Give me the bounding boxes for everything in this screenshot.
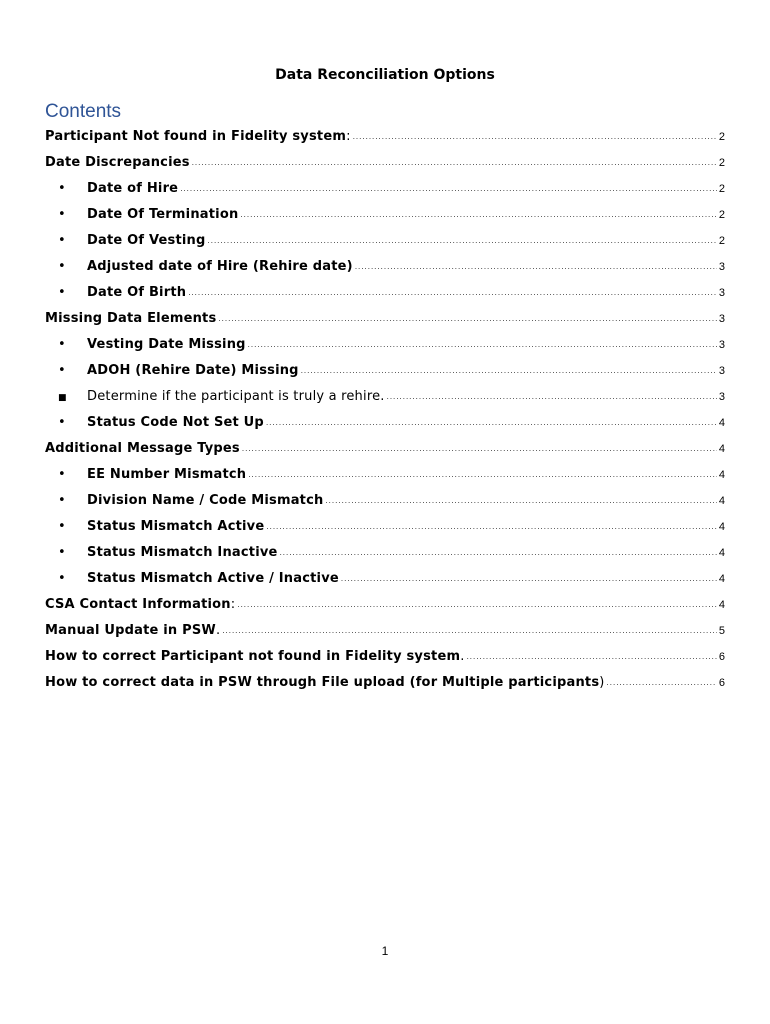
toc-entry-suffix: .	[215, 623, 221, 638]
toc-page-number: 4	[718, 547, 725, 559]
dot-leader	[266, 410, 717, 436]
toc-entry-suffix: :	[346, 129, 351, 144]
toc-entry-label: Status Mismatch Active / Inactive	[87, 571, 339, 586]
toc-entry-label: Division Name / Code Mismatch	[87, 493, 324, 508]
toc-entry-csa-contact-information[interactable]	[45, 592, 725, 618]
toc-page-number: 2	[718, 235, 725, 247]
toc-page-number: 3	[718, 313, 725, 325]
document-title: Data Reconciliation Options	[275, 67, 495, 83]
dot-leader	[248, 332, 717, 358]
toc-page-number: 3	[718, 365, 725, 377]
dot-leader	[237, 592, 717, 618]
contents-heading: Contents	[45, 101, 122, 122]
toc-page-number: 3	[718, 339, 725, 351]
dot-leader	[607, 670, 717, 696]
toc-entry-adjusted-date-of-hire[interactable]	[45, 254, 725, 280]
toc-entry-suffix: .	[460, 649, 465, 664]
toc-entry-label: Manual Update in PSW	[45, 623, 216, 638]
toc-entry-status-mismatch-inactive[interactable]	[45, 540, 725, 566]
page-number: 1	[381, 944, 389, 958]
bullet-icon: •	[58, 415, 66, 430]
toc-entry-label: Status Mismatch Active	[87, 519, 265, 534]
square-bullet-icon: ■	[58, 393, 67, 403]
toc-page-number: 4	[718, 521, 725, 533]
toc-page-number: 4	[718, 443, 725, 455]
dot-leader	[188, 280, 717, 306]
toc-entry-manual-update-psw[interactable]	[45, 618, 725, 644]
toc-entry-label: Date Of Vesting	[87, 233, 206, 248]
toc-entry-ee-number-mismatch[interactable]	[45, 462, 725, 488]
dot-leader	[467, 644, 717, 670]
dot-leader	[325, 488, 716, 514]
toc-entry-date-of-hire[interactable]	[45, 176, 725, 202]
toc-page-number: 4	[718, 599, 725, 611]
toc-page-number: 3	[718, 287, 725, 299]
bullet-icon: •	[58, 493, 66, 508]
toc-page-number: 3	[718, 261, 725, 273]
toc-entry-label: Vesting Date Missing	[87, 337, 246, 352]
bullet-icon: •	[58, 545, 66, 560]
toc-entry-suffix: )	[599, 675, 605, 690]
toc-entry-label: How to correct data in PSW through File upload (for Multiple participants	[45, 675, 600, 690]
toc-entry-additional-message-types[interactable]	[45, 436, 725, 462]
toc-entry-date-of-termination[interactable]	[45, 202, 725, 228]
toc-entry-correct-data-file-upload[interactable]	[45, 670, 725, 696]
toc-entry-status-mismatch-active[interactable]	[45, 514, 725, 540]
dot-leader	[248, 462, 717, 488]
toc-entry-adoh-missing[interactable]	[45, 358, 725, 384]
toc-page-number: 6	[718, 651, 725, 663]
bullet-icon: •	[58, 337, 66, 352]
toc-entry-suffix: :	[230, 597, 236, 612]
toc-entry-vesting-date-missing[interactable]	[45, 332, 725, 358]
dot-leader	[341, 566, 717, 592]
toc-page-number: 4	[718, 469, 725, 481]
dot-leader	[280, 540, 717, 566]
toc-page-number: 4	[718, 495, 725, 507]
bullet-icon: •	[58, 285, 66, 300]
bullet-icon: •	[58, 571, 66, 586]
toc-entry-division-name-code-mismatch[interactable]	[45, 488, 725, 514]
toc-entry-participant-not-found[interactable]	[45, 124, 725, 150]
toc-entry-label: Status Mismatch Inactive	[87, 545, 278, 560]
toc-entry-status-mismatch-active-inactive[interactable]	[45, 566, 725, 592]
dot-leader	[192, 150, 717, 176]
toc-entry-determine-rehire[interactable]	[45, 384, 725, 410]
toc-entry-label: Participant Not found in Fidelity system	[45, 129, 347, 144]
dot-leader	[353, 124, 717, 150]
toc-entry-label: Date of Hire	[87, 181, 179, 196]
toc-entry-correct-participant-not-found[interactable]	[45, 644, 725, 670]
dot-leader	[355, 254, 717, 280]
table-of-contents	[45, 124, 725, 696]
toc-page-number: 2	[718, 209, 725, 221]
toc-entry-label: Determine if the participant is truly a rehire.	[87, 389, 385, 404]
toc-entry-label: How to correct Participant not found in Fidelity system	[45, 649, 461, 664]
toc-entry-date-of-birth[interactable]	[45, 280, 725, 306]
dot-leader	[208, 228, 717, 254]
dot-leader	[180, 176, 717, 202]
dot-leader	[242, 436, 717, 462]
bullet-icon: •	[58, 207, 66, 222]
toc-entry-label: ADOH (Rehire Date) Missing	[87, 363, 299, 378]
toc-entry-label: CSA Contact Information	[45, 597, 231, 612]
toc-page-number: 4	[718, 573, 725, 585]
dot-leader	[387, 384, 717, 410]
bullet-icon: •	[58, 233, 66, 248]
toc-page-number: 6	[718, 677, 725, 689]
toc-page-number: 2	[718, 157, 725, 169]
toc-entry-label: Date Of Termination	[87, 207, 239, 222]
toc-entry-date-of-vesting[interactable]	[45, 228, 725, 254]
toc-entry-label: Status Code Not Set Up	[87, 415, 264, 430]
toc-entry-label: EE Number Mismatch	[87, 467, 247, 482]
toc-entry-label: Additional Message Types	[45, 441, 240, 456]
toc-entry-date-discrepancies[interactable]	[45, 150, 725, 176]
bullet-icon: •	[58, 363, 66, 378]
toc-entry-label: Date Of Birth	[87, 285, 187, 300]
dot-leader	[218, 306, 716, 332]
dot-leader	[222, 618, 717, 644]
dot-leader	[301, 358, 717, 384]
dot-leader	[240, 202, 716, 228]
dot-leader	[266, 514, 717, 540]
toc-page-number: 4	[718, 417, 725, 429]
bullet-icon: •	[58, 467, 66, 482]
toc-entry-label: Adjusted date of Hire (Rehire date)	[87, 259, 353, 274]
toc-entry-label: Missing Data Elements	[45, 311, 217, 326]
bullet-icon: •	[58, 259, 66, 274]
toc-page-number: 2	[718, 131, 725, 143]
toc-page-number: 5	[718, 625, 725, 637]
toc-entry-status-code-not-set-up[interactable]	[45, 410, 725, 436]
bullet-icon: •	[58, 181, 66, 196]
toc-entry-label: Date Discrepancies	[45, 155, 190, 170]
toc-page-number: 3	[718, 391, 725, 403]
toc-page-number: 2	[718, 183, 725, 195]
bullet-icon: •	[58, 519, 66, 534]
toc-entry-missing-data-elements[interactable]	[45, 306, 725, 332]
